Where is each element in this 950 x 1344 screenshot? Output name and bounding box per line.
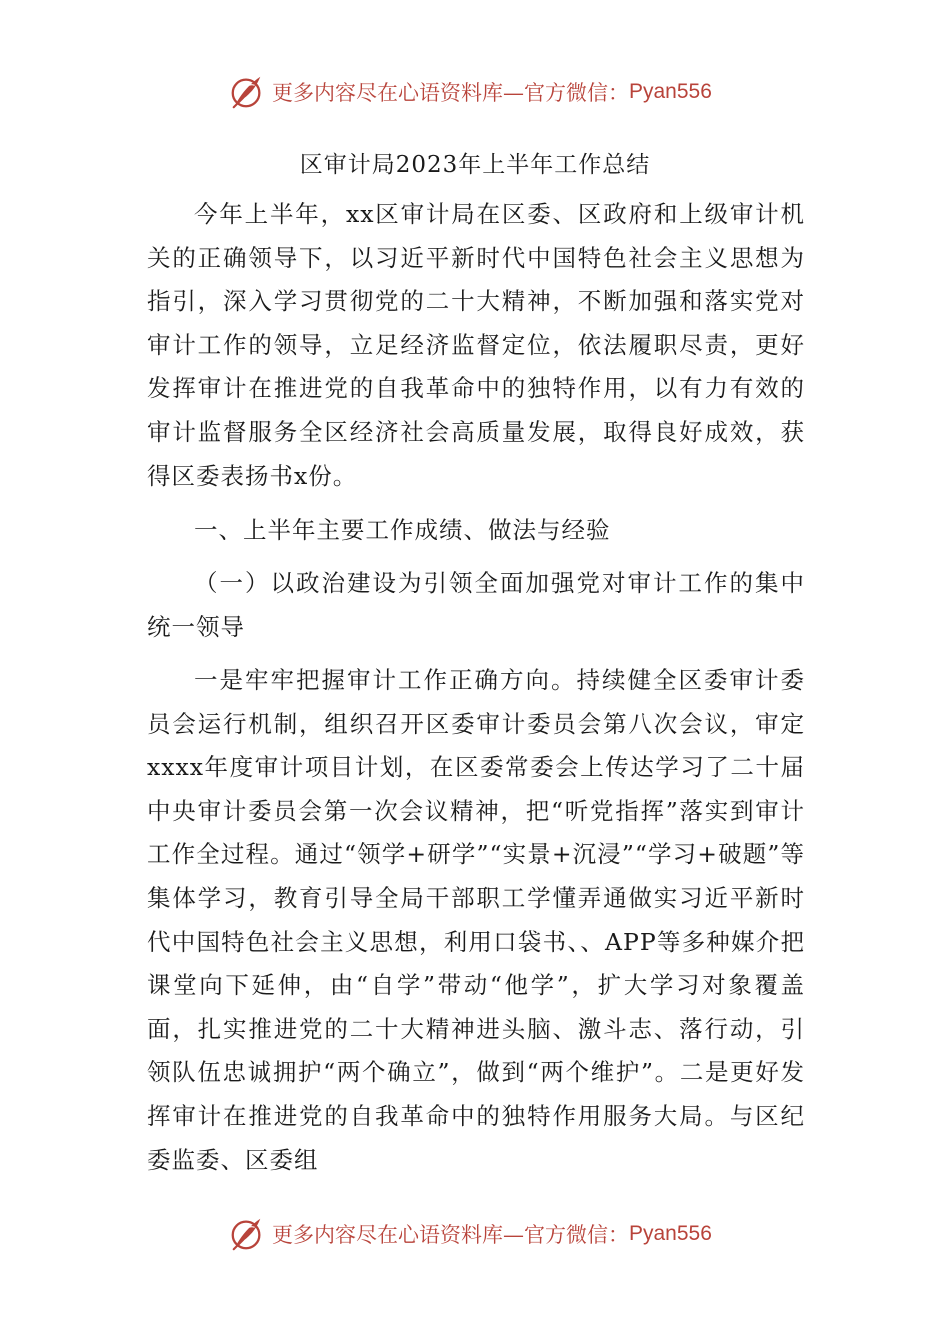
subsection-heading: （一）以政治建设为引领全面加强党对审计工作的集中统一领导 [147, 569, 805, 641]
header-banner [228, 72, 712, 112]
feather-quill-logo-icon [228, 73, 266, 111]
document-title: 区审计局2023年上半年工作总结 [299, 152, 651, 178]
banner-contact-id: Pyan556 [629, 80, 712, 103]
footer-banner [228, 1214, 712, 1254]
feather-quill-logo-icon [228, 1215, 266, 1253]
banner-text: 更多内容尽在心语资料库—官方微信： [272, 1223, 629, 1247]
intro-paragraph: 今年上半年，xx区审计局在区委、区政府和上级审计机关的正确领导下，以习近平新时代中国特色社会主义思想为指引，深入学习贯彻党的二十大精神，不断加强和落实党对审计工作的领导，立足经济监督定位，依法履职尽责，更好发挥审计在推进党的自我革命中的独特作用，以有力有效的审计监督服务全区经济社会高质量发展，取得良好成效，获得区委表扬书x份。 [147, 200, 805, 490]
body-paragraph: 一是牢牢把握审计工作正确方向。持续健全区委审计委员会运行机制，组织召开区委审计委员会第八次会议，审定xxxx年度审计项目计划，在区委常委会上传达学习了二十届中央审计委员会第一次会议精神，把“听党指挥”落实到审计工作全过程。通过“领学+研学”“实景+沉浸”“学习+破题”等集体学习，教育引导全局干部职工学懂弄通做实习近平新时代中国特色社会主义思想，利用口袋书、、APP等多种媒介把课堂向下延伸，由“自学”带动“他学”，扩大学习对象覆盖面，扎实推进党的二十大精神进头脑、激斗志、落行动，引领队伍忠诚拥护“两个确立”，做到“两个维护”。二是更好发挥审计在推进党的自我革命中的独特作用服务大局。与区纪委监委、区委组 [147, 666, 805, 1174]
banner-text: 更多内容尽在心语资料库—官方微信： [272, 81, 629, 105]
banner-contact-id: Pyan556 [629, 1222, 712, 1245]
section-heading: 一、上半年主要工作成绩、做法与经验 [194, 516, 611, 544]
